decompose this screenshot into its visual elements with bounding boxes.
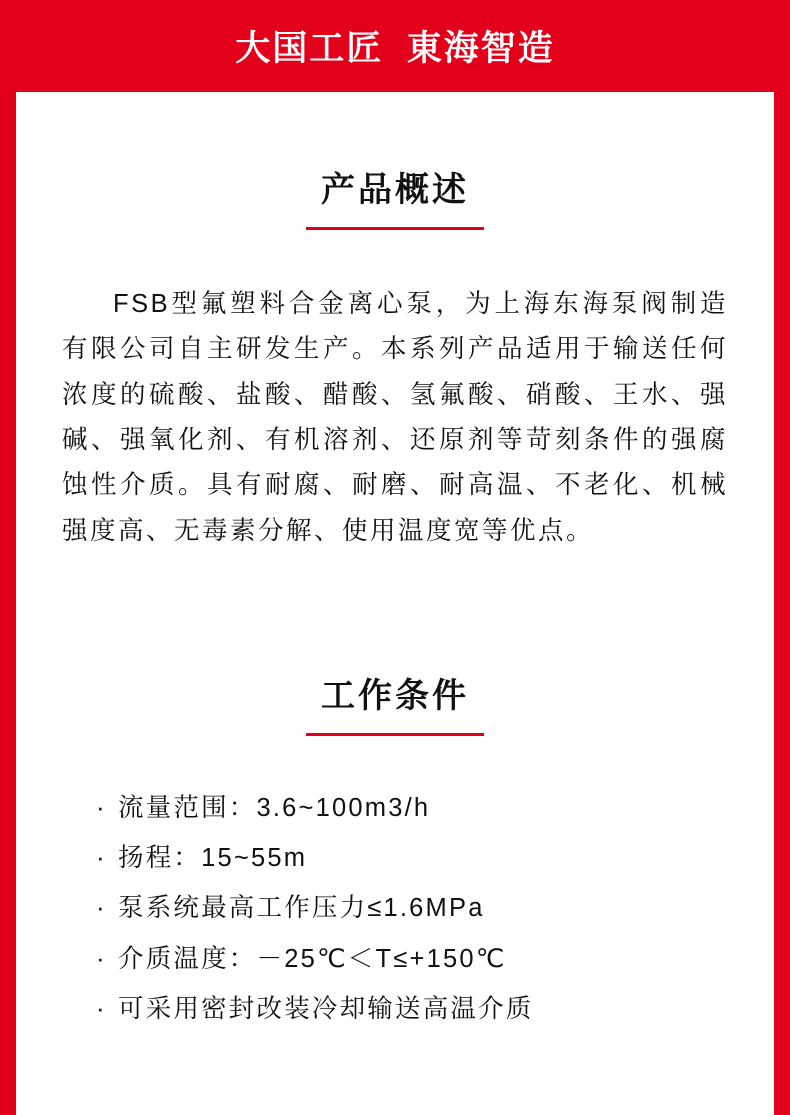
list-item: · 泵系统最高工作压力≤1.6MPa <box>96 888 756 929</box>
header-banner <box>16 0 774 92</box>
list-item: · 流量范围：3.6~100m3/h <box>96 788 756 829</box>
list-item: · 可采用密封改装冷却输送高温介质 <box>96 989 756 1030</box>
banner-title: 大国工匠 東海智造 <box>235 29 555 68</box>
product-overview-paragraph: FSB型氟塑料合金离心泵，为上海东海泵阀制造有限公司自主研发生产。本系列产品适用于输送任何浓度的硫酸、盐酸、醋酸、氢氟酸、硝酸、王水、强碱、强氧化剂、有机溶剂、还原剂等苛刻条件的强腐蚀性介质。具有耐腐、耐磨、耐高温、不老化、机械强度高、无毒素分解、使用温度宽等优点。 <box>62 289 728 545</box>
section-overview-title: 产品概述 <box>321 171 469 209</box>
section-conditions-heading <box>34 676 756 736</box>
content-area <box>16 170 774 1030</box>
page-content <box>16 0 774 1115</box>
list-item: · 介质温度：－25℃＜T≤+150℃ <box>96 939 756 980</box>
right-red-rail <box>774 0 790 1115</box>
section-conditions-underline <box>306 733 484 736</box>
section-conditions-title: 工作条件 <box>321 677 469 716</box>
section-overview-underline <box>306 227 484 230</box>
section-overview-heading <box>34 170 756 230</box>
left-red-rail <box>0 0 16 1115</box>
list-item: · 扬程：15~55m <box>96 838 756 879</box>
section-working-conditions <box>34 676 756 1030</box>
working-conditions-list <box>34 788 756 1030</box>
section-product-overview <box>34 170 756 554</box>
